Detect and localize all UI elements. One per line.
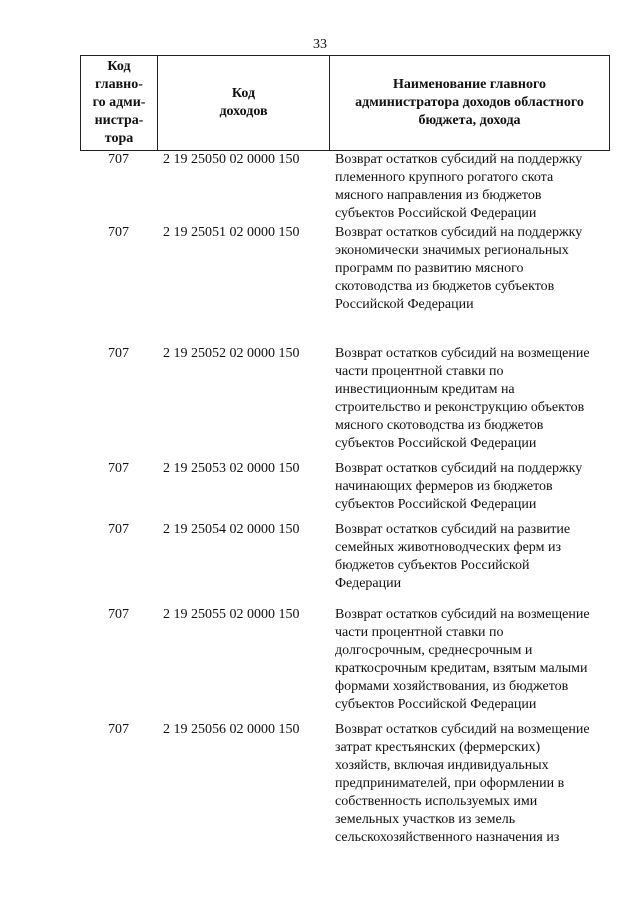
row-admin-code: 707 [108,722,129,737]
header-name: Наименование главного администратора доходов областного бюджета, дохода [355,77,584,128]
table-row [80,151,610,223]
row-income-code: 2 19 25053 02 0000 150 [163,461,300,476]
row-admin-code: 707 [108,225,129,240]
header-income-code: Код доходов [158,56,330,150]
row-income-code: 2 19 25051 02 0000 150 [163,225,300,240]
row-name: Возврат остатков субсидий на развитие семейных животноводческих ферм из бюджетов субъектов Российской Федерации [335,522,571,591]
row-income-code: 2 19 25056 02 0000 150 [163,722,300,737]
row-name: Возврат остатков субсидий на поддержку племенного крупного рогатого скота мясного направления из бюджетов субъектов Российской Федерации [335,152,583,221]
table-row [80,224,610,314]
table-row [80,721,610,847]
row-admin-code: 707 [108,607,129,622]
table-row [80,521,610,593]
row-income-code: 2 19 25050 02 0000 150 [163,152,300,167]
row-income-code: 2 19 25052 02 0000 150 [163,346,300,361]
table-row [80,460,610,514]
table-row [80,606,610,714]
table-row [80,345,610,453]
row-admin-code: 707 [108,152,129,167]
row-name: Возврат остатков субсидий на поддержку экономически значимых региональных программ по развитию мясного скотоводства из бюджетов субъектов Российской Федерации [335,225,583,312]
row-income-code: 2 19 25055 02 0000 150 [163,607,300,622]
page-number: 33 [313,37,327,52]
row-admin-code: 707 [108,346,129,361]
row-name: Возврат остатков субсидий на поддержку начинающих фермеров из бюджетов субъектов Российской Федерации [335,461,583,512]
row-admin-code: 707 [108,522,129,537]
header-admin-code: Код главно- го адми- нистра- тора [81,56,158,150]
row-name: Возврат остатков субсидий на возмещение части процентной ставки по долгосрочным, среднесрочным и краткосрочным кредитам, взятым малыми формами хозяйствования, из бюджетов субъектов Российской Федерации [335,607,590,712]
row-income-code: 2 19 25054 02 0000 150 [163,522,300,537]
row-name: Возврат остатков субсидий на возмещение части процентной ставки по инвестиционным кредитам на строительство и реконструкцию объектов мясного скотоводства из бюджетов субъектов Российской Федерации [335,346,590,451]
table-body [80,151,610,847]
row-name: Возврат остатков субсидий на возмещение затрат крестьянских (фермерских) хозяйств, включая индивидуальных предпринимателей, при оформлении в собственность используемых ими земельных участков из земель сельскохозяйственного назначения из [335,722,590,845]
row-admin-code: 707 [108,461,129,476]
table-header [80,55,610,151]
